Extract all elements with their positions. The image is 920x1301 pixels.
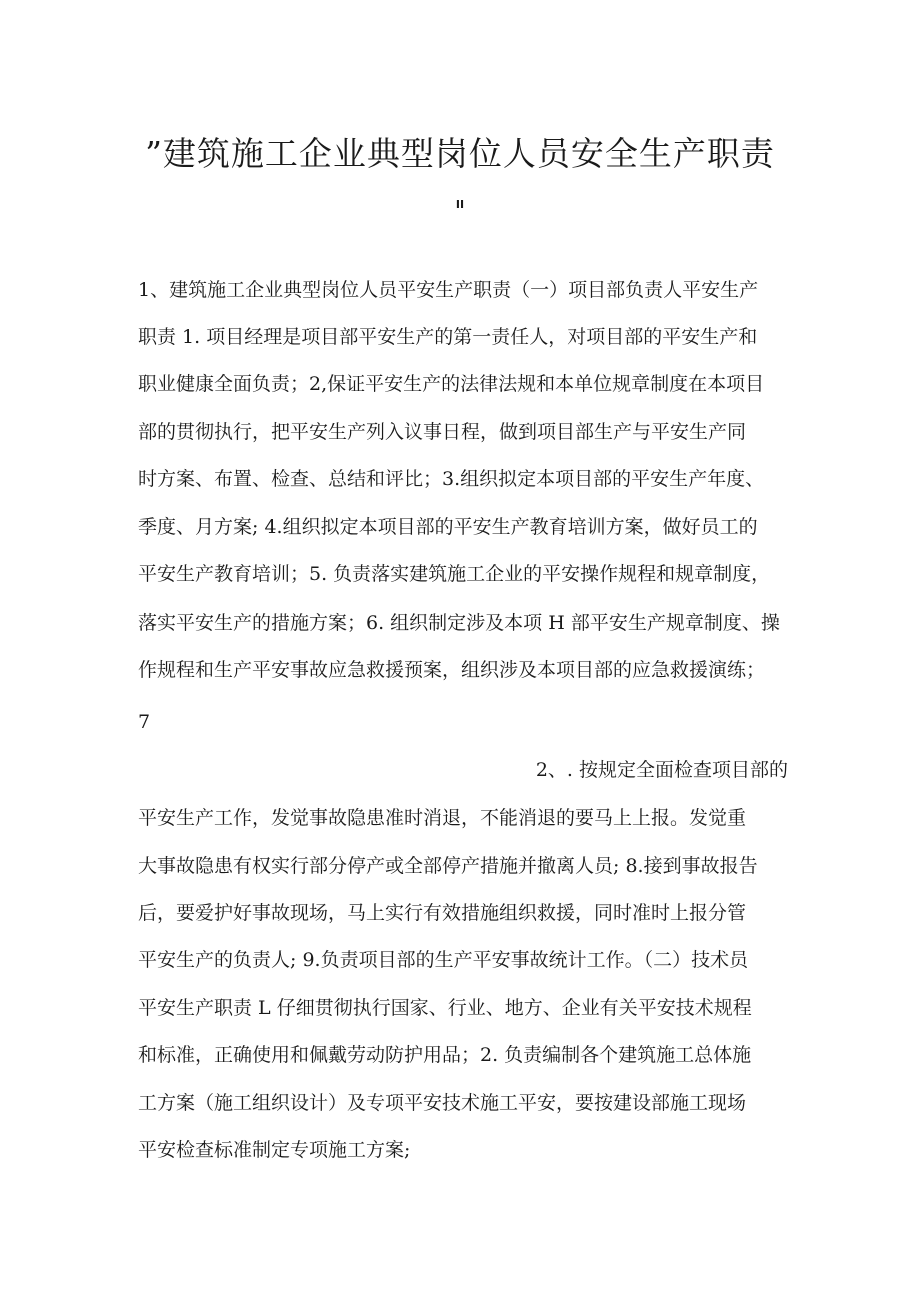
paragraph-line: 平安检查标准制定专项施工方案;	[138, 1139, 411, 1161]
paragraph-line: 2、. 按规定全面检查项目部的	[535, 759, 788, 781]
paragraph-line: 后，要爱护好事故现场，马上实行有效措施组织救援，同时准时上报分管	[138, 902, 747, 924]
paragraph-line: 1、建筑施工企业典型岗位人员平安生产职责（一）项目部负责人平安生产	[138, 279, 759, 301]
document-subtitle: II	[455, 198, 465, 211]
paragraph-line: 工方案（施工组织设计）及专项平安技术施工平安，要按建设部施工现场	[138, 1092, 747, 1114]
paragraph-line: 和标准，正确使用和佩戴劳动防护用品；2. 负责编制各个建筑施工总体施	[138, 1044, 752, 1066]
paragraph-line: 平安生产教育培训；5. 负责落实建筑施工企业的平安操作规程和规章制度，	[138, 563, 771, 585]
paragraph-line: 季度、月方案; 4.组织拟定本项目部的平安生产教育培训方案，做好员工的	[138, 516, 758, 538]
paragraph-line: 平安生产职责 L 仔细贯彻执行国家、行业、地方、企业有关平安技术规程	[138, 997, 752, 1019]
paragraph-line: 职业健康全面负责；2,保证平安生产的法律法规和本单位规章制度在本项目	[138, 373, 765, 395]
paragraph-line: 平安生产的负责人; 9.负责项目部的生产平安事故统计工作。（二）技术员	[138, 949, 749, 971]
paragraph-line: 平安生产工作，发觉事故隐患准时消退，不能消退的要马上上报。发觉重	[138, 807, 747, 829]
paragraph-line: 时方案、布置、检查、总结和评比；3.组织拟定本项目部的平安生产年度、	[138, 468, 765, 490]
paragraph-line: 部的贯彻执行，把平安生产列入议事日程，做到项目部生产与平安生产同	[138, 421, 747, 443]
paragraph-line: 职责 1. 项目经理是项目部平安生产的第一责任人，对项目部的平安生产和	[138, 326, 758, 348]
document-title: ”建筑施工企业典型岗位人员安全生产职责	[145, 134, 775, 173]
paragraph-line: 7	[138, 711, 151, 733]
paragraph-line: 落实平安生产的措施方案；6. 组织制定涉及本项 H 部平安生产规章制度、操	[138, 612, 780, 634]
paragraph-line: 作规程和生产平安事故应急救援预案，组织涉及本项目部的应急救援演练；	[138, 659, 766, 681]
paragraph-line: 大事故隐患有权实行部分停产或全部停产措施并撤离人员; 8.接到事故报告	[138, 855, 758, 877]
